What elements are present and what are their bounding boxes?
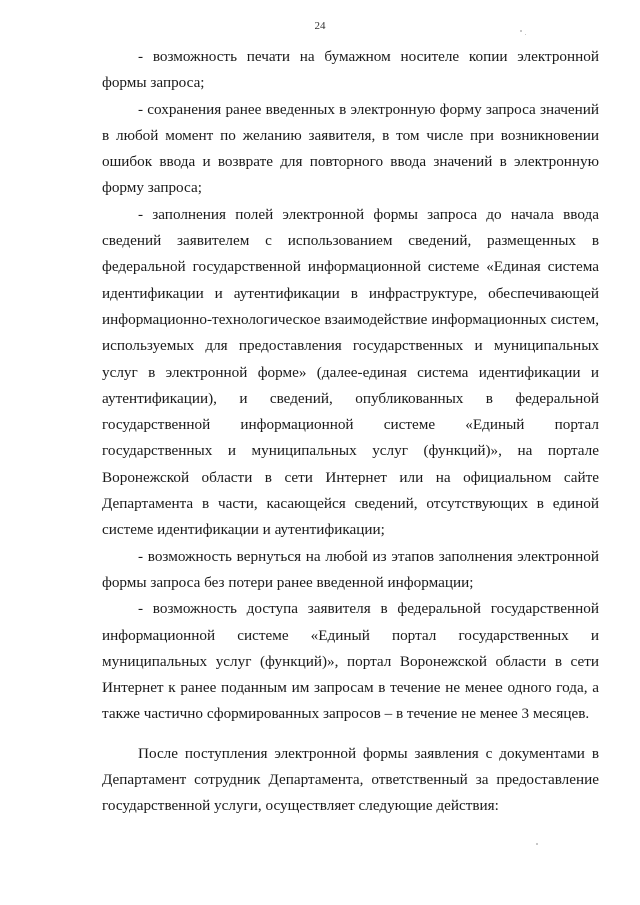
paragraph-print-copy: - возможность печати на бумажном носителе копии электронной формы запроса; — [102, 48, 599, 92]
page-number: 24 — [314, 20, 326, 32]
paragraph-return-to-stage: - возможность вернуться на любой из этапов заполнения электронной формы запроса без потери ранее введенной информации; — [102, 547, 599, 591]
paragraph-fill-fields: - заполнения полей электронной формы запроса до начала ввода сведений заявителем с использованием сведений, размещенных в федеральной государственной информационной системе «Единая система идентификации и аутентификации в инфраструктуре, обеспечивающей информационно-технологическое взаимодействие информационных систем, используемых для предоставления государственных и муниципальных услуг в электронной форме» (далее-единая система идентификации и аутентификации), и сведений, опубликованных в федеральной государственной информационной системе «Единый портал государственных и муниципальных услуг (функций)», на портале Воронежской области в сети Интернет или на официальном сайте Департамента в части, касающейся сведений, отсутствующих в единой системе идентификации и аутентификации; — [102, 205, 599, 539]
paragraph-access-requests: - возможность доступа заявителя в федеральной государственной информационной системе «Единый портал государственных и муниципальных услуг (функций)», портал Воронежской области в сети Интернет к ранее поданным им запросам в течение не менее одного года, а также частично сформированных запросов – в течение не менее 3 месяцев. — [102, 600, 599, 723]
scan-speck — [525, 34, 526, 35]
scan-speck — [520, 30, 522, 32]
scan-speck — [536, 843, 538, 845]
paragraph-after-receipt: После поступления электронной формы заявления с документами в Департамент сотрудник Департамента, ответственный за предоставление государственной услуги, осуществляет следующие действия: — [102, 744, 599, 815]
paragraph-save-values: - сохранения ранее введенных в электронную форму запроса значений в любой момент по желанию заявителя, в том числе при возникновении ошибок ввода и возврате для повторного ввода значений в электронную форму запроса; — [102, 100, 599, 197]
document-body — [102, 44, 599, 820]
